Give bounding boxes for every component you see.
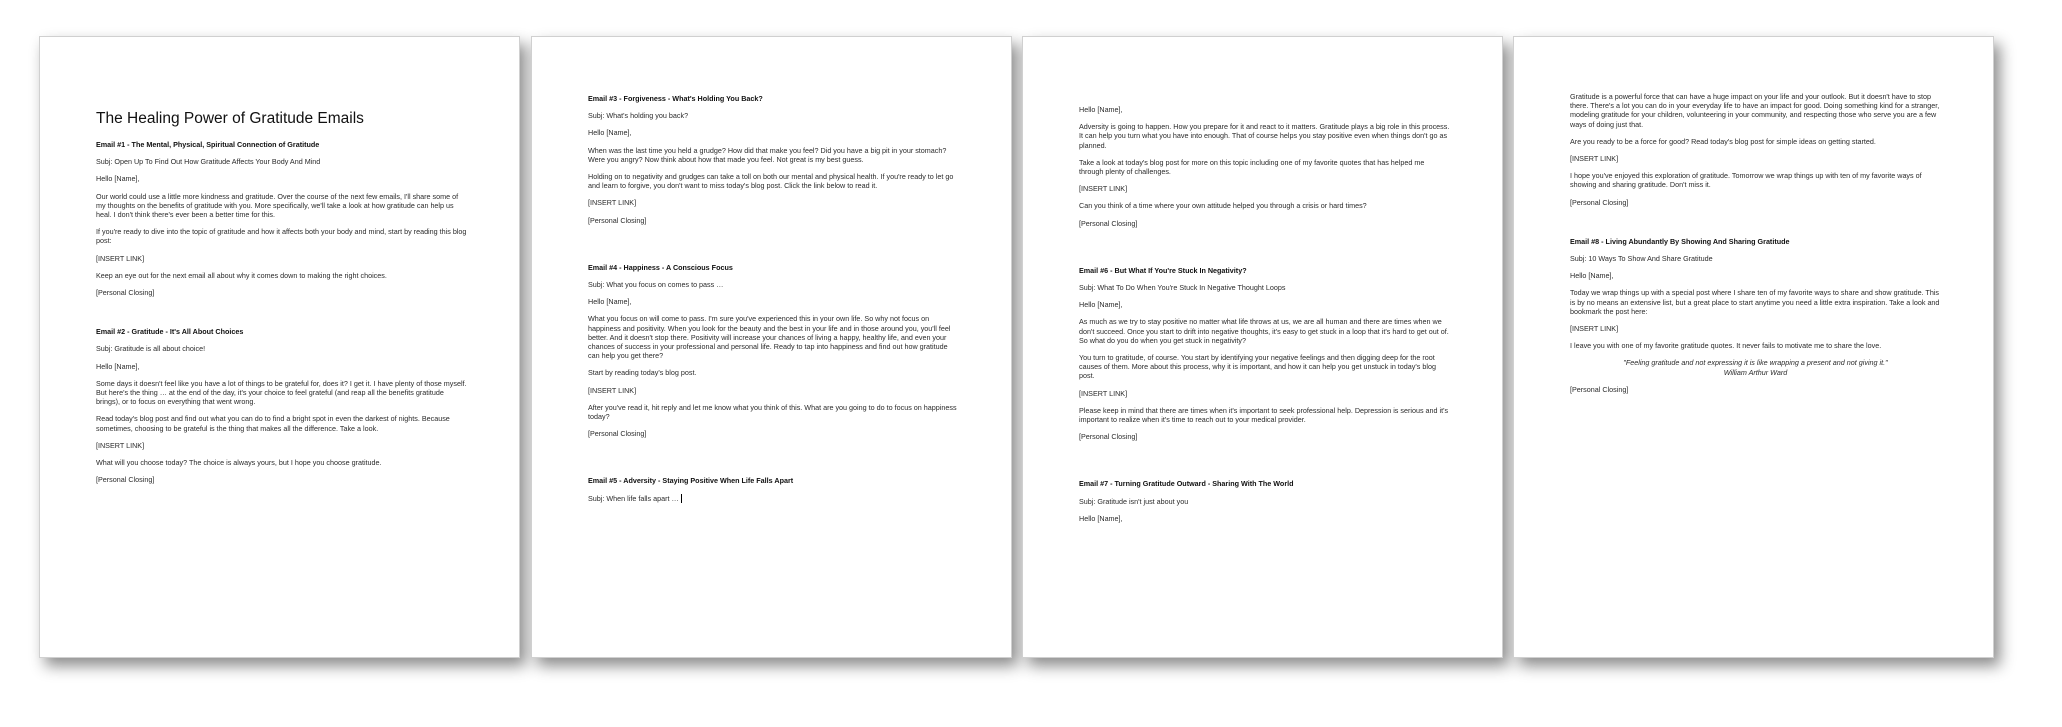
email-4-heading: Email #4 - Happiness - A Conscious Focus (588, 262, 733, 272)
email-7-closing: [Personal Closing] (1570, 197, 1629, 207)
email-1-closing: [Personal Closing] (96, 288, 155, 298)
email-7-greeting: Hello [Name], (1079, 513, 1123, 523)
email-2-paragraph: Some days it doesn't feel like you have a lot of things to be grateful for, does it? I get it. I have plenty of those myself. But here's the thing … at the end of the day, it's your choice to feel grateful (and reap all the benefits gratitude brings), or to focus on everything that went wrong. (96, 378, 467, 407)
email-2-paragraph: What will you choose today? The choice is always yours, but I hope you choose gratitude. (96, 458, 382, 468)
email-6-heading: Email #6 - But What If You're Stuck In Negativity? (1079, 265, 1247, 275)
email-2-link-placeholder: [INSERT LINK] (96, 440, 145, 450)
email-1-link-placeholder: [INSERT LINK] (96, 253, 145, 263)
email-1-paragraph: Our world could use a little more kindness and gratitude. Over the course of the next few emails, I'll share some of my thoughts on the benefits of gratitude with you. More specifically, we'll take a look at how gratitude can help us heal. I don't think there's ever been a better time for this. (96, 191, 459, 220)
email-8-greeting: Hello [Name], (1570, 271, 1614, 281)
email-6-link-placeholder: [INSERT LINK] (1079, 388, 1128, 398)
email-4-link-placeholder: [INSERT LINK] (588, 385, 637, 395)
email-8-paragraph: Today we wrap things up with a special post where I share ten of my favorite ways to share and show gratitude. This is by no means an extensive list, but a great place to start anytime you need a little extra inspiration. Take a look and bookmark the post here: (1570, 288, 1940, 316)
email-6-closing: [Personal Closing] (1079, 432, 1138, 442)
email-8-heading: Email #8 - Living Abundantly By Showing And Sharing Gratitude (1570, 236, 1790, 246)
email-2-closing: [Personal Closing] (96, 475, 155, 485)
email-3-heading: Email #3 - Forgiveness - What's Holding You Back? (588, 94, 763, 103)
email-2-paragraph: Read today's blog post and find out what you can do to find a bright spot in even the darkest of nights. Because sometimes, choosing to be grateful is the thing that makes all the difference. Take a look. (96, 414, 450, 433)
email-5-greeting: Hello [Name], (1079, 105, 1123, 114)
email-5-paragraph: Adversity is going to happen. How you prepare for it and react to it matters. Gratitude plays a big role in this process. It can help you turn what you have into enough. That of course helps you stay positive even when things don't go as planned. (1079, 122, 1450, 150)
page-3-content (1079, 105, 1450, 531)
email-7-paragraph: Are you ready to be a force for good? Read today's blog post for simple ideas on getting started. (1570, 136, 1876, 146)
email-3-greeting: Hello [Name], (588, 128, 632, 138)
email-2-subject: Subj: Gratitude is all about choice! (96, 344, 206, 354)
email-8-link-placeholder: [INSERT LINK] (1570, 324, 1619, 334)
text-cursor (681, 494, 682, 503)
email-3-link-placeholder: [INSERT LINK] (588, 198, 637, 208)
email-5-heading: Email #5 - Adversity - Staying Positive When Life Falls Apart (588, 476, 794, 486)
email-3-subject: Subj: What's holding you back? (588, 111, 689, 121)
email-3-closing: [Personal Closing] (588, 215, 647, 225)
gratitude-quote (1570, 358, 1941, 376)
email-1-heading: Email #1 - The Mental, Physical, Spiritual Connection of Gratitude (96, 140, 320, 149)
email-3-paragraph: When was the last time you held a grudge? How did that make you feel? Did you have a big pit in your stomach? Were you angry? Now think about how that made you feel. Not great is my best guess. (588, 145, 947, 164)
document-page-4 (1513, 36, 1994, 658)
document-page-3 (1022, 36, 1503, 658)
email-7-heading: Email #7 - Turning Gratitude Outward - Sharing With The World (1079, 479, 1294, 489)
email-6-paragraph: As much as we try to stay positive no matter what life throws at us, we are all human and there are times when we don't succeed. Once you start to drift into negative thoughts, it's easy to get stuck in a loop that it's hard to get out of. So what do you do when you get stuck in negativity? (1079, 317, 1449, 345)
email-4-paragraph: What you focus on will come to pass. I'm sure you've experienced this in your own life. So why not focus on happiness and positivity. When you look for the beauty and the best in your life and in those around you, you'll feel better. And it doesn't stop there. Positivity will increase your chances of living a happy, healthy life, and even your chances of success in your professional and personal life. Ready to tap into happiness and find out how gratitude can help you get there? (588, 314, 951, 361)
page-2-content (588, 94, 959, 511)
email-2-greeting: Hello [Name], (96, 361, 140, 371)
document-title: The Healing Power of Gratitude Emails (96, 110, 364, 127)
email-1-greeting: Hello [Name], (96, 174, 140, 184)
email-5-paragraph: Can you think of a time where your own attitude helped you through a crisis or hard times? (1079, 201, 1367, 211)
email-7-paragraph: I hope you've enjoyed this exploration of gratitude. Tomorrow we wrap things up with ten of my favorite ways of showing and sharing gratitude. Don't miss it. (1570, 171, 1922, 190)
email-4-closing: [Personal Closing] (588, 429, 647, 439)
email-8-subject: Subj: 10 Ways To Show And Share Gratitude (1570, 254, 1713, 264)
email-6-paragraph: Please keep in mind that there are times when it's important to seek professional help. Depression is serious and it's important to realize when it's time to reach out to your medical provider. (1079, 405, 1449, 425)
email-5-link-placeholder: [INSERT LINK] (1079, 184, 1128, 194)
email-5-subject: Subj: When life falls apart … (588, 493, 679, 503)
email-7-subject: Subj: Gratitude isn't just about you (1079, 496, 1189, 506)
email-8-paragraph: I leave you with one of my favorite gratitude quotes. It never fails to motivate me to share the love. (1570, 341, 1882, 351)
email-5-paragraph: Take a look at today's blog post for more on this topic including one of my favorite quotes that has helped me through plenty of challenges. (1079, 157, 1425, 177)
email-4-subject: Subj: What you focus on comes to pass … (588, 280, 724, 290)
quote-author: William Arthur Ward (1723, 367, 1788, 377)
email-4-paragraph: Start by reading today's blog post. (588, 368, 697, 378)
email-4-paragraph: After you've read it, hit reply and let me know what you think of this. What are you going to do to focus on happiness today? (588, 402, 957, 422)
email-7-link-placeholder: [INSERT LINK] (1570, 154, 1619, 164)
email-5-subject-line[interactable] (588, 494, 959, 504)
email-6-paragraph: You turn to gratitude, of course. You start by identifying your negative feelings and then digging deep for the root causes of them. More about this process, why it is important, and how it can help you get unstuck in today's blog post. (1079, 353, 1436, 381)
email-8-closing: [Personal Closing] (1570, 384, 1629, 394)
quote-text: "Feeling gratitude and not expressing it is like wrapping a present and not giving it." (1623, 358, 1888, 368)
email-1-subject: Subj: Open Up To Find Out How Gratitude Affects Your Body And Mind (96, 157, 321, 167)
email-5-closing: [Personal Closing] (1079, 218, 1138, 228)
email-1-paragraph: If you're ready to dive into the topic of gratitude and how it affects both your body and mind, start by reading this blog post: (96, 227, 467, 246)
email-7-paragraph: Gratitude is a powerful force that can have a huge impact on your life and your outlook. But it doesn't have to stop there. There's a lot you can do in your everyday life to have an impact for good. Doing something kind for a stranger, modeling gratitude for your children, volunteering in your community, and respecting those who serve you are a few ways of doing just that. (1570, 92, 1940, 129)
document-page-2 (531, 36, 1012, 658)
page-4-content (1570, 92, 1941, 402)
page-1-content (96, 109, 467, 492)
document-page-1 (39, 36, 520, 658)
email-4-greeting: Hello [Name], (588, 297, 632, 307)
email-1-paragraph: Keep an eye out for the next email all about why it comes down to making the right choices. (96, 270, 387, 280)
email-3-paragraph: Holding on to negativity and grudges can take a toll on both our mental and physical health. If you're ready to let go and learn to forgive, you don't want to miss today's blog post. Click the link below to read it. (588, 172, 954, 191)
email-2-heading: Email #2 - Gratitude - It's All About Choices (96, 327, 244, 337)
email-6-subject: Subj: What To Do When You're Stuck In Negative Thought Loops (1079, 283, 1286, 293)
email-6-greeting: Hello [Name], (1079, 300, 1123, 310)
